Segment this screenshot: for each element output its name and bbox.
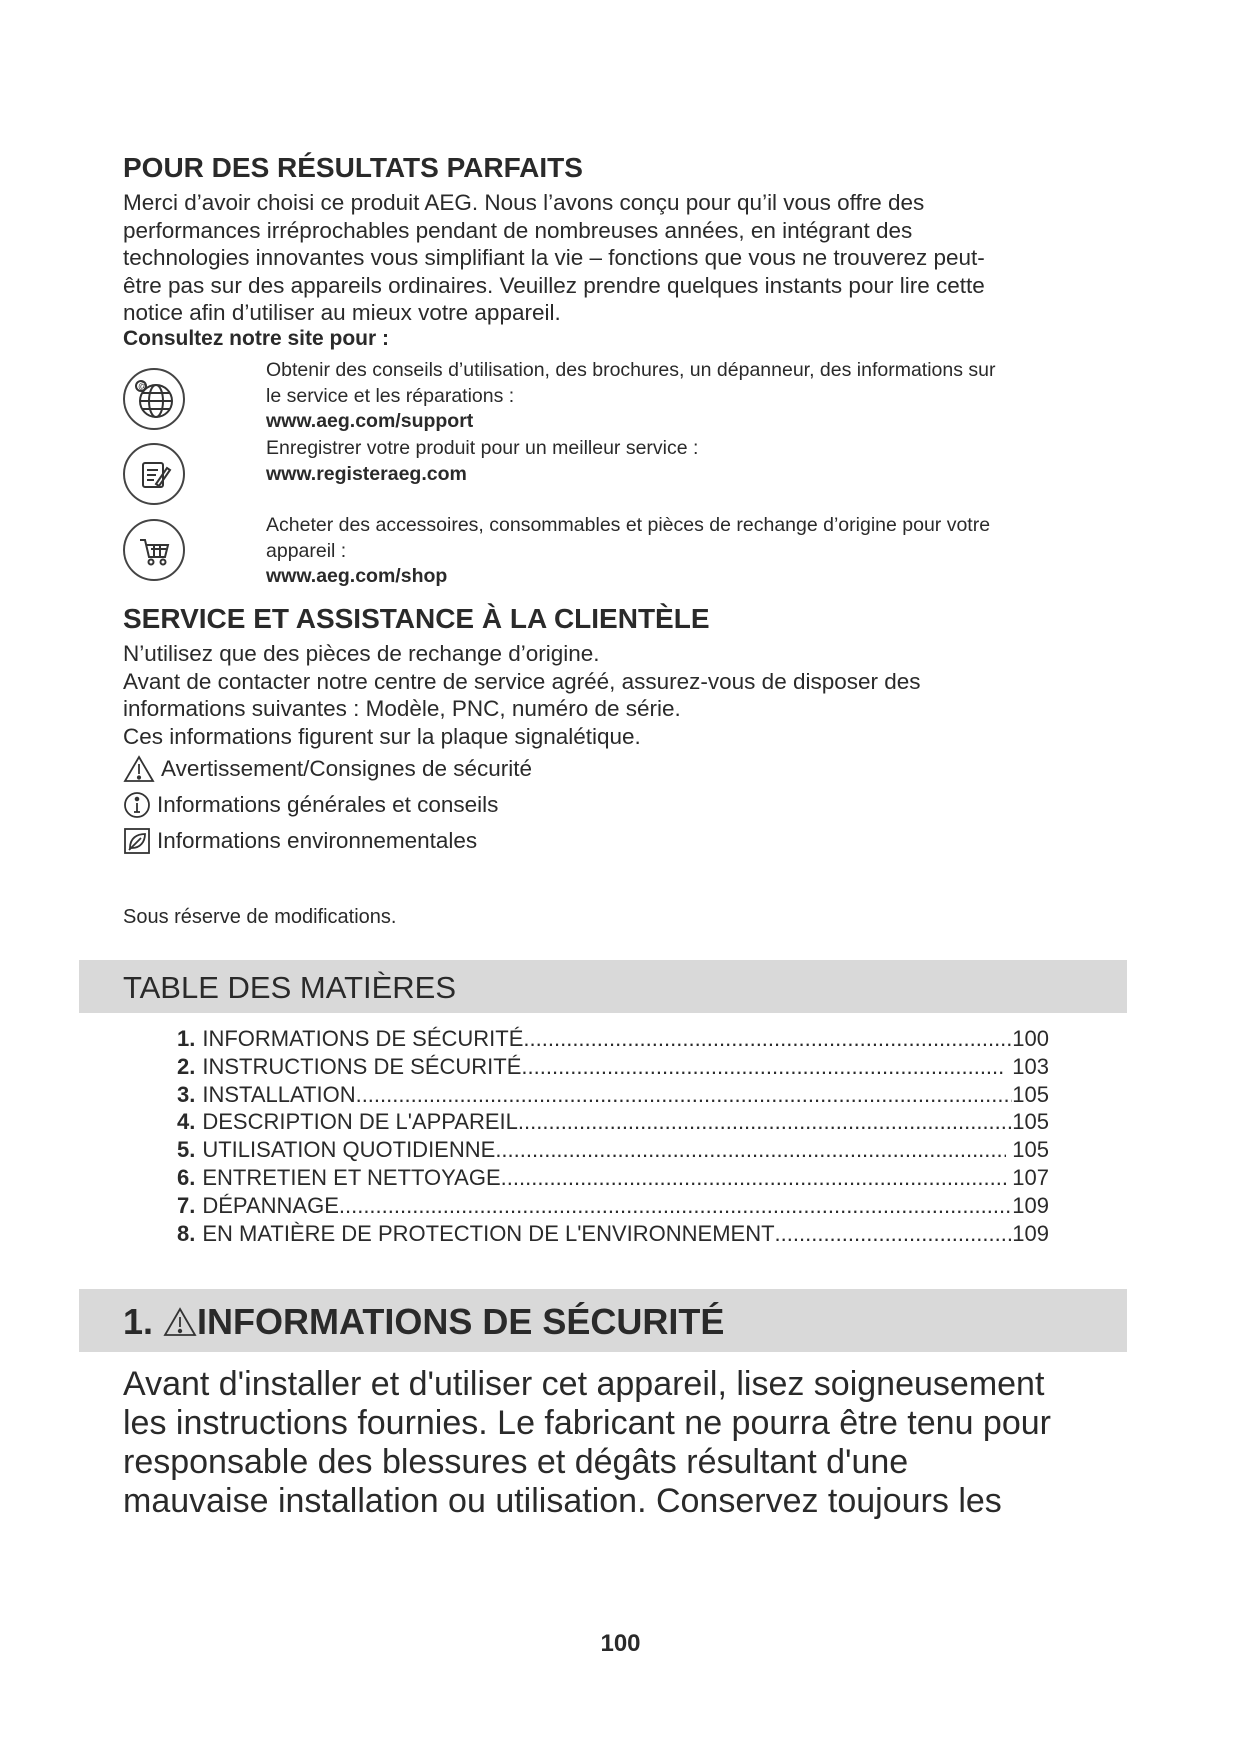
paragraph-line: performances irréprochables pendant de nombreuses années, en intégrant des (123, 217, 913, 243)
toc-leader-dots (518, 1108, 1012, 1136)
intro-paragraph (123, 189, 985, 327)
toc-entry-number: 2. (177, 1053, 196, 1079)
paragraph-line: Merci d’avoir choisi ce produit AEG. Nous l’avons conçu pour qu’il vous offre des (123, 190, 925, 215)
toc-entry-page: 105 (1006, 1137, 1049, 1163)
shop-site-row (266, 513, 990, 590)
shopping-cart-icon (123, 519, 185, 581)
legend-warning (123, 755, 532, 783)
safety-section-heading: INFORMATIONS DE SÉCURITÉ (197, 1301, 725, 1342)
svg-text:@: @ (138, 381, 148, 391)
toc-entry-number: 8. (177, 1220, 196, 1246)
page-number: 100 (600, 1630, 641, 1657)
toc-entry-page: 109 (1012, 1220, 1049, 1246)
toc-leader-dots (523, 1025, 1012, 1053)
warning-icon (123, 755, 155, 783)
toc-entry-page: 109 (1012, 1192, 1049, 1218)
toc-entry[interactable] (177, 1220, 1049, 1248)
paragraph-line: informations suivantes : Modèle, PNC, numéro de série. (123, 696, 681, 721)
toc-leader-dots (495, 1136, 1006, 1164)
section-heading-results: POUR DES RÉSULTATS PARFAITS (123, 152, 583, 183)
toc-entry[interactable] (177, 1053, 1049, 1081)
toc-leader-dots (339, 1192, 1012, 1220)
globe-icon (123, 368, 185, 430)
safety-header-band (79, 1289, 1127, 1352)
support-url-link[interactable]: www.aeg.com/support (266, 410, 474, 432)
toc-leader-dots (775, 1220, 1013, 1248)
toc-entry[interactable] (177, 1081, 1049, 1109)
toc-entry-title: DÉPANNAGE (202, 1192, 339, 1218)
toc-entry-number: 5. (177, 1137, 196, 1163)
toc-entry-number: 7. (177, 1192, 196, 1218)
toc-entry[interactable] (177, 1025, 1049, 1053)
site-row-description: le service et les réparations : (266, 384, 515, 407)
toc-entry-number: 4. (177, 1109, 196, 1135)
safety-intro-paragraph (123, 1365, 1051, 1521)
register-site-row (266, 436, 698, 487)
paragraph-line: Avant d'installer et d'utiliser cet appareil, lisez soigneusement (123, 1365, 1045, 1403)
toc-entry-number: 6. (177, 1164, 196, 1190)
toc-entry-page: 105 (1012, 1081, 1049, 1107)
toc-entry-title: INSTALLATION (202, 1081, 356, 1107)
paragraph-line: mauvaise installation ou utilisation. Conservez toujours les (123, 1482, 1002, 1520)
warning-icon (163, 1307, 197, 1337)
site-row-description: Acheter des accessoires, consommables et pièces de rechange d’origine pour votre (266, 514, 991, 536)
consult-label: Consultez notre site pour : (123, 327, 390, 350)
legend-info (123, 791, 498, 819)
legend-label: Avertissement/Consignes de sécurité (161, 756, 533, 781)
toc-entry-page: 103 (1006, 1053, 1049, 1079)
safety-section-number: 1. (123, 1301, 154, 1342)
info-icon (123, 791, 151, 819)
modification-note: Sous réserve de modifications. (123, 906, 397, 928)
toc-entry-title: EN MATIÈRE DE PROTECTION DE L'ENVIRONNEMENT (202, 1220, 775, 1246)
legend-label: Informations environnementales (157, 828, 478, 853)
site-row-description: appareil : (266, 539, 347, 562)
toc-leader-dots (501, 1164, 1007, 1192)
toc-entry-page: 105 (1012, 1109, 1049, 1135)
toc-leader-dots (356, 1081, 1013, 1109)
toc-entry-number: 1. (177, 1026, 196, 1051)
register-url-link[interactable]: www.registeraeg.com (266, 462, 467, 485)
paragraph-line: N’utilisez que des pièces de rechange d’origine. (123, 641, 600, 666)
toc-entry[interactable] (177, 1192, 1049, 1220)
toc-leader-dots (521, 1053, 1006, 1081)
toc-entry-number: 3. (177, 1081, 196, 1107)
site-row-description: Enregistrer votre produit pour un meilleur service : (266, 437, 699, 459)
toc-entry-title: INSTRUCTIONS DE SÉCURITÉ (202, 1053, 522, 1079)
toc-header-band (79, 960, 1127, 1013)
toc-entry[interactable] (177, 1164, 1049, 1192)
toc-entry-title: UTILISATION QUOTIDIENNE (202, 1137, 496, 1163)
site-row-description: Obtenir des conseils d’utilisation, des brochures, un dépanneur, des informations sur (266, 359, 996, 381)
paragraph-line: être pas sur des appareils ordinaires. Veuillez prendre quelques instants pour lire cette (123, 272, 985, 298)
paragraph-line: les instructions fournies. Le fabricant ne pourra être tenu pour (123, 1404, 1051, 1442)
shop-url-link[interactable]: www.aeg.com/shop (266, 565, 448, 587)
paragraph-line: Ces informations figurent sur la plaque signalétique. (123, 723, 641, 749)
toc-entry[interactable] (177, 1108, 1049, 1136)
paragraph-line: responsable des blessures et dégâts résultant d'une (123, 1443, 909, 1481)
toc-entry-page: 100 (1012, 1026, 1049, 1051)
section-heading-service: SERVICE ET ASSISTANCE À LA CLIENTÈLE (123, 603, 710, 634)
register-icon (123, 443, 185, 505)
toc-heading: TABLE DES MATIÈRES (123, 970, 457, 1005)
toc-entry[interactable] (177, 1136, 1049, 1164)
support-site-row (266, 358, 996, 435)
legend-label: Informations générales et conseils (157, 792, 499, 817)
toc-entry-title: DESCRIPTION DE L'APPAREIL (202, 1109, 518, 1135)
paragraph-line: notice afin d’utiliser au mieux votre appareil. (123, 300, 561, 325)
toc-entry-page: 107 (1006, 1164, 1049, 1190)
toc-entry-title: ENTRETIEN ET NETTOYAGE (202, 1164, 501, 1190)
toc-list (177, 1025, 1049, 1247)
legend-environment (123, 827, 477, 855)
paragraph-line: technologies innovantes vous simplifiant la vie – fonctions que vous ne trouverez peut- (123, 245, 985, 270)
paragraph-line: Avant de contacter notre centre de service agréé, assurez-vous de disposer des (123, 668, 921, 694)
leaf-icon (123, 827, 151, 855)
toc-entry-title: INFORMATIONS DE SÉCURITÉ (202, 1026, 524, 1051)
service-paragraph (123, 640, 921, 750)
